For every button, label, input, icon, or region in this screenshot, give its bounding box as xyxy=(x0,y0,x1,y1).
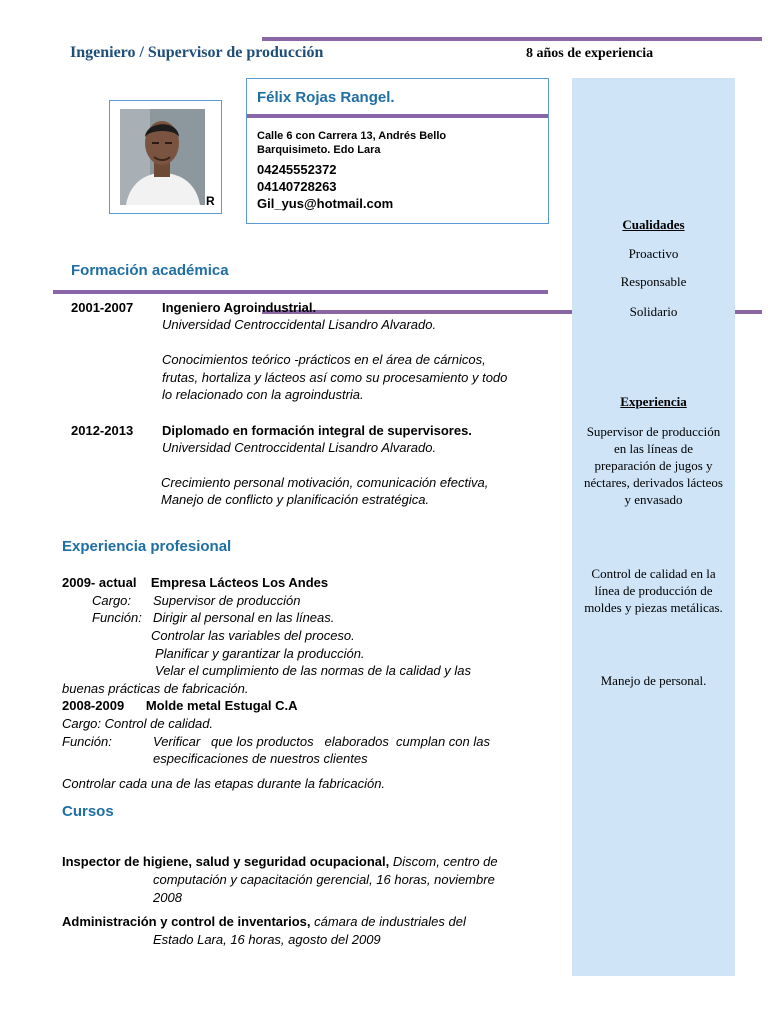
experience-item: Control de calidad en la línea de producción de moldes y piezas metálicas. xyxy=(584,566,723,615)
job-funcion: Verificar que los productos elaborados cumplan con las xyxy=(153,734,490,749)
job-funcion-label: Función: xyxy=(92,610,142,625)
job-task: Velar el cumplimiento de las normas de la calidad y las xyxy=(155,663,472,678)
course-detail: Discom, centro de xyxy=(389,854,498,869)
profile-photo xyxy=(120,109,205,205)
edu-desc-line: Crecimiento personal motivación, comunicación efectiva, xyxy=(161,475,489,490)
job-task: buenas prácticas de fabricación. xyxy=(62,681,249,696)
course-item xyxy=(62,853,498,871)
phone-2: 04140728263 xyxy=(257,179,337,194)
course-name: Inspector de higiene, salud y seguridad ocupacional, xyxy=(62,854,390,869)
edu-years: 2001-2007 xyxy=(71,300,134,315)
experience-item: Manejo de personal. xyxy=(600,673,707,688)
job-cargo: Supervisor de producción xyxy=(153,593,301,608)
experience-title: Experiencia profesional xyxy=(62,538,232,555)
edu-desc-line: Manejo de conflicto y planificación estratégica. xyxy=(161,492,430,507)
edu-institution: Universidad Centroccidental Lisandro Alvarado. xyxy=(162,440,437,455)
job-task: Planificar y garantizar la producción. xyxy=(155,646,365,661)
job-cargo: Cargo: Control de calidad. xyxy=(62,716,214,731)
edu-years: 2012-2013 xyxy=(71,423,134,438)
person-photo-icon xyxy=(120,109,205,205)
job-task: Controlar cada una de las etapas durante la fabricación. xyxy=(62,776,386,791)
course-detail: Estado Lara, 16 horas, agosto del 2009 xyxy=(153,932,381,947)
edu-degree: Ingeniero Agroindustrial. xyxy=(162,300,317,315)
address xyxy=(257,129,446,157)
edu-institution: Universidad Centroccidental Lisandro Alvarado. xyxy=(162,317,437,332)
edu-degree: Diplomado en formación integral de supervisores. xyxy=(162,423,472,438)
job-funcion: Dirigir al personal en las líneas. xyxy=(153,610,335,625)
job-cargo-label: Cargo: xyxy=(92,593,132,608)
job-funcion-label: Función: xyxy=(62,734,112,749)
courses-title: Cursos xyxy=(62,803,114,820)
photo-frame xyxy=(109,100,222,214)
edu-desc-line: frutas, hortaliza y lácteos así como su procesamiento y todo xyxy=(162,370,508,385)
job-task: Controlar las variables del proceso. xyxy=(151,628,355,643)
quality-item: Proactivo xyxy=(628,246,679,261)
experience-item: Supervisor de producción en las líneas de preparación de jugos y néctares, derivados lácteos y envasado xyxy=(584,424,723,507)
course-detail: computación y capacitación gerencial, 16 horas, noviembre xyxy=(153,872,495,887)
education-divider xyxy=(53,290,548,294)
job-title: Ingeniero / Supervisor de producción xyxy=(70,44,324,61)
course-detail: 2008 xyxy=(153,890,182,905)
phone-1: 04245552372 xyxy=(257,162,337,177)
experience-heading: Experiencia xyxy=(620,394,687,409)
qualities-heading: Cualidades xyxy=(622,217,685,232)
contact-details xyxy=(257,161,393,212)
contact-box xyxy=(246,78,549,224)
education-title: Formación académica xyxy=(71,262,229,279)
course-name: Administración y control de inventarios, xyxy=(62,914,311,929)
email: Gil_yus@hotmail.com xyxy=(257,196,394,211)
edu-desc-line: lo relacionado con la agroindustria. xyxy=(162,387,364,402)
edu-desc-line: Conocimientos teórico -prácticos en el área de cárnicos, xyxy=(162,352,486,367)
job-funcion: especificaciones de nuestros clientes xyxy=(153,751,368,766)
quality-item: Responsable xyxy=(620,274,687,289)
experience-years: 8 años de experiencia xyxy=(526,46,654,61)
quality-item: Solidario xyxy=(629,304,678,319)
address-line-1: Calle 6 con Carrera 13, Andrés Bello xyxy=(257,130,447,142)
course-item xyxy=(62,913,466,931)
photo-mark: R xyxy=(206,194,215,208)
top-divider xyxy=(262,37,762,41)
address-line-2: Barquisimeto. Edo Lara xyxy=(257,144,381,156)
course-detail: cámara de industriales del xyxy=(310,914,466,929)
sidebar xyxy=(572,78,735,976)
job-header: 2009- actual Empresa Lácteos Los Andes xyxy=(62,575,329,590)
candidate-name: Félix Rojas Rangel. xyxy=(257,89,395,106)
job-header: 2008-2009 Molde metal Estugal C.A xyxy=(62,698,298,713)
